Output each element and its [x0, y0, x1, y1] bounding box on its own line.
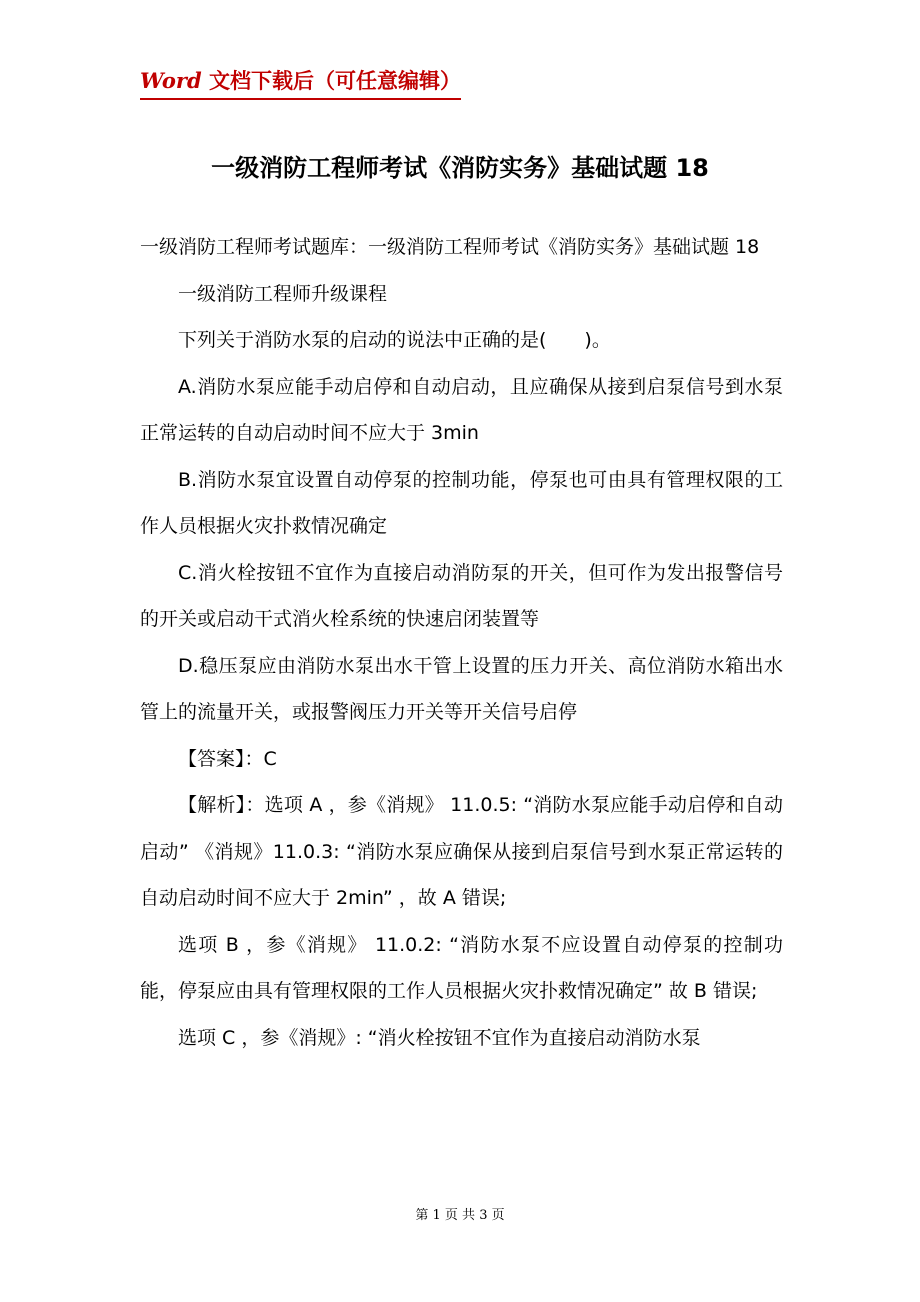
- option-d: D.稳压泵应由消防水泵出水干管上设置的压力开关、高位消防水箱出水管上的流量开关，或报警阀压力开关等开关信号启停: [140, 654, 783, 723]
- document-title: 一级消防工程师考试《消防实务》基础试题 18: [211, 154, 709, 182]
- option-b: B.消防水泵宜设置自动停泵的控制功能，停泵也可由具有管理权限的工作人员根据火灾扑救情况确定: [140, 468, 783, 537]
- banner-text: 文档下载后（可任意编辑）: [201, 69, 461, 93]
- question-stem: 下列关于消防水泵的启动的说法中正确的是( )。: [178, 329, 611, 351]
- page-number: 第 1 页 共 3 页: [415, 1208, 505, 1223]
- course-paragraph: 一级消防工程师升级课程: [178, 282, 388, 305]
- analysis-c-paragraph: 选项 C ，参《消规》: “消火栓按钮不宜作为直接启动消防水泵: [178, 1026, 701, 1049]
- option-c: C.消火栓按钮不宜作为直接启动消防泵的开关，但可作为发出报警信号的开关或启动干式消火栓系统的快速启闭装置等: [140, 561, 783, 630]
- analysis-b-paragraph: 选项 B ，参《消规》 11.0.2: “消防水泵不应设置自动停泵的控制功能，停泵应由具有管理权限的工作人员根据火灾扑救情况确定” 故 B 错误;: [140, 933, 783, 1002]
- option-a: A.消防水泵应能手动启停和自动启动，且应确保从接到启泵信号到水泵正常运转的自动启动时间不应大于 3min: [140, 375, 783, 444]
- analysis-a-paragraph: 【解析】：选项 A ，参《消规》 11.0.5: “消防水泵应能手动启停和自动启动” 《消规》11.0.3: “消防水泵应确保从接到启泵信号到水泵正常运转的自动启动时间不应大于 2min” ，故 A 错误;: [140, 794, 783, 909]
- answer-paragraph: 【答案】：C: [178, 747, 277, 770]
- download-banner[interactable]: [140, 66, 461, 100]
- document-body: [140, 224, 783, 1061]
- banner-word-label: Word: [140, 68, 202, 93]
- intro-paragraph: 一级消防工程师考试题库：一级消防工程师考试《消防实务》基础试题 18: [140, 236, 760, 258]
